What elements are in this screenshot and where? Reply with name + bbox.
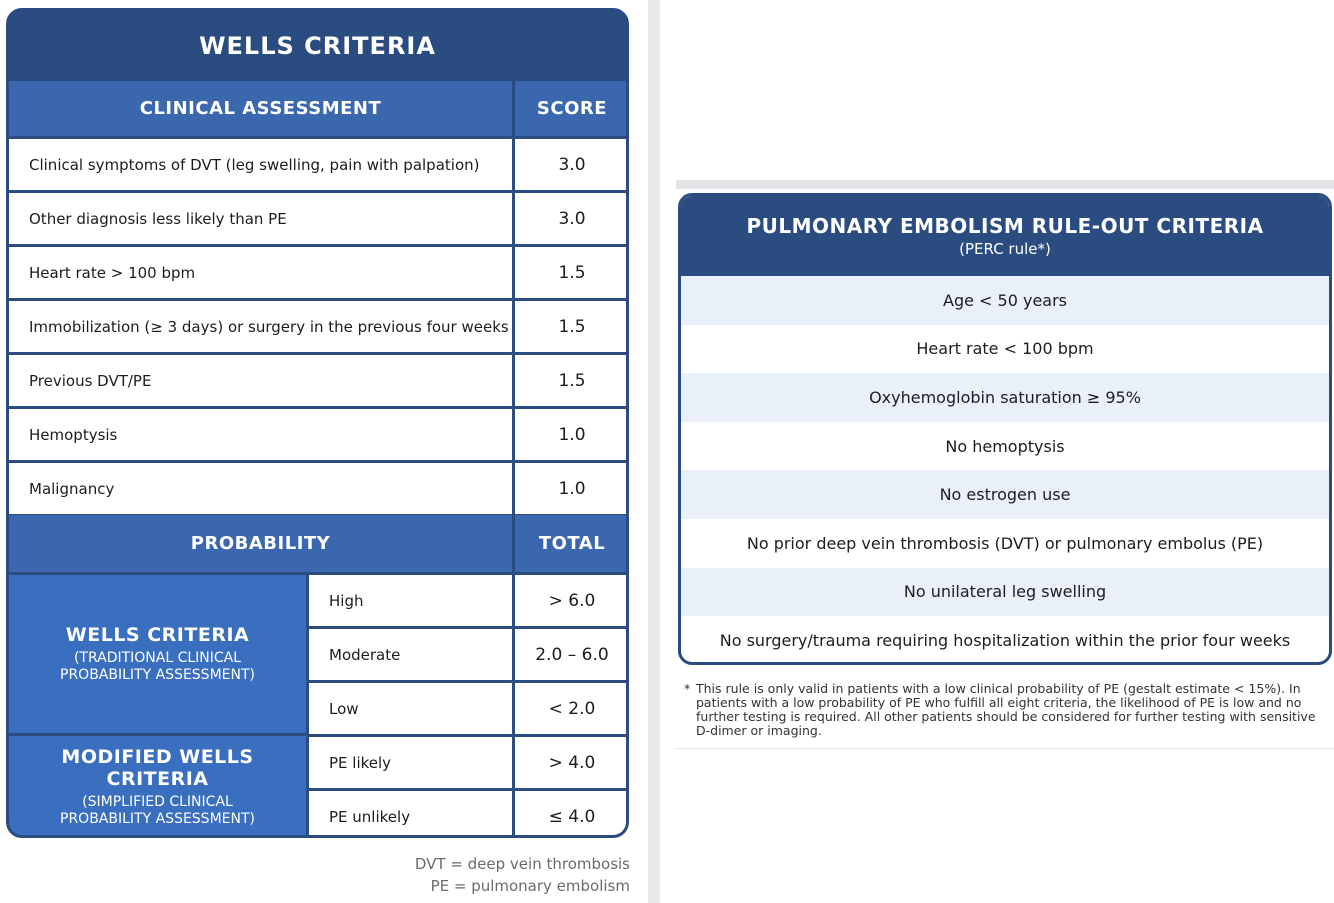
perc-card [678, 193, 1332, 665]
bottom-rule [676, 748, 1334, 749]
assessment-row-score: 1.5 [515, 355, 629, 406]
header-clinical-assessment: CLINICAL ASSESSMENT [9, 81, 512, 136]
perc-criterion-row: No unilateral leg swelling [681, 568, 1329, 617]
traditional-wells-label [9, 575, 306, 733]
perc-criterion-row: No prior deep vein thrombosis (DVT) or pulmonary embolus (PE) [746, 533, 1264, 553]
perc-criterion-row: No estrogen use [681, 470, 1329, 519]
perc-criterion-row: Heart rate < 100 bpm [916, 339, 1094, 359]
header-score: SCORE [515, 81, 629, 136]
footnote-asterisk: * [684, 681, 691, 696]
modified-wells-title: MODIFIED WELLS CRITERIA [61, 746, 254, 790]
assessment-row-score: 1.5 [515, 247, 629, 298]
assessment-row-score: 1.5 [515, 301, 629, 352]
modified-subtitle-line-2: PROBABILITY ASSESSMENT) [60, 811, 255, 827]
probability-row-label: Low [309, 683, 512, 734]
assessment-row-label: Other diagnosis less likely than PE [9, 193, 512, 244]
assessment-row-label: Clinical symptoms of DVT (leg swelling, pain with palpation) [9, 139, 512, 190]
footnote-text: This rule is only valid in patients with a low clinical probability of PE (gestalt estimate < 15%). In patients with a low probability of PE who fulfill all eight criteria, the likelihood of PE is low and no further testing is required. All other patients should be considered for further testing with sensitive D-dimer or imaging. [696, 681, 1316, 738]
traditional-wells-subtitle [60, 650, 255, 684]
perc-criterion-row: No surgery/trauma requiring hospitalization within the prior four weeks [719, 630, 1291, 650]
header-probability: PROBABILITY [9, 515, 512, 572]
perc-criterion-row: Oxyhemoglobin saturation ≥ 95% [681, 373, 1329, 422]
wells-title: WELLS CRITERIA [199, 32, 436, 60]
probability-row-label: PE likely [309, 737, 512, 788]
assessment-row-label: Immobilization (≥ 3 days) or surgery in the previous four weeks [9, 301, 512, 352]
modified-wells-subtitle [60, 794, 255, 828]
modified-wells-label [9, 736, 306, 838]
perc-footnote [684, 682, 1330, 738]
traditional-subtitle-line-2: PROBABILITY ASSESSMENT) [60, 667, 255, 683]
perc-title: PULMONARY EMBOLISM RULE-OUT CRITERIA [746, 214, 1264, 238]
assessment-row-label: Heart rate > 100 bpm [9, 247, 512, 298]
assessment-row-score: 1.0 [515, 463, 629, 514]
assessment-row-score: 3.0 [515, 139, 629, 190]
assessment-row-label: Hemoptysis [9, 409, 512, 460]
header-total: TOTAL [515, 515, 629, 572]
probability-row-total: > 6.0 [515, 575, 629, 626]
traditional-wells-title: WELLS CRITERIA [65, 624, 250, 646]
probability-row-label: Moderate [309, 629, 512, 680]
probability-row-label: PE unlikely [309, 791, 512, 838]
perc-criterion-row: Age < 50 years [681, 276, 1329, 325]
assessment-row-label: Malignancy [9, 463, 512, 514]
traditional-subtitle-line-1: (TRADITIONAL CLINICAL [73, 650, 242, 666]
perc-header [681, 196, 1329, 276]
assessment-row-label: Previous DVT/PE [9, 355, 512, 406]
probability-row-total: > 4.0 [515, 737, 629, 788]
probability-row-label: High [309, 575, 512, 626]
assessment-row-score: 1.0 [515, 409, 629, 460]
probability-row-total: 2.0 – 6.0 [515, 629, 629, 680]
probability-row-total: ≤ 4.0 [515, 791, 629, 838]
perc-criterion-row: No hemoptysis [945, 436, 1065, 456]
wells-criteria-card [6, 8, 629, 838]
footnote-dvt: DVT = deep vein thrombosis [414, 855, 630, 873]
panel-divider [648, 0, 660, 903]
footnote-pe: PE = pulmonary embolism [430, 877, 630, 895]
probability-row-total: < 2.0 [515, 683, 629, 734]
perc-subtitle: (PERC rule*) [959, 240, 1051, 258]
modified-subtitle-line-1: (SIMPLIFIED CLINICAL [82, 794, 233, 810]
top-bar [676, 180, 1334, 189]
assessment-row-score: 3.0 [515, 193, 629, 244]
